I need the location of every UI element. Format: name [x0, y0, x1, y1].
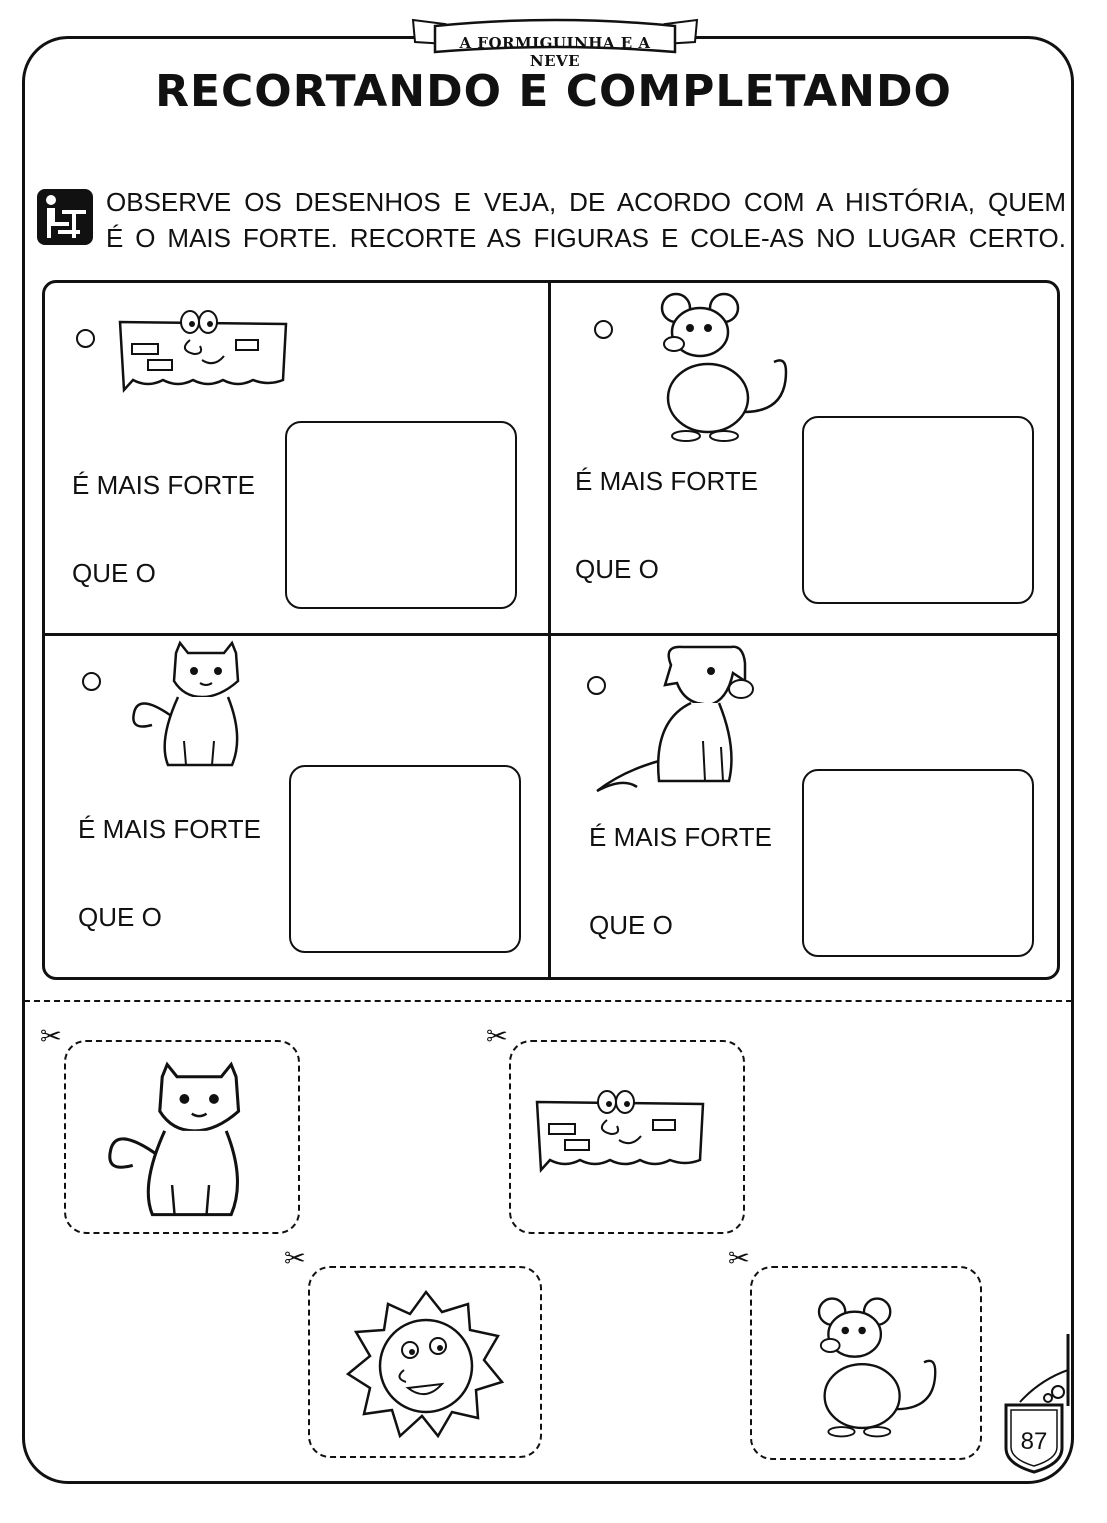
cell-line-1: É MAIS FORTE	[575, 466, 758, 496]
instruction-text	[106, 184, 1066, 256]
instruction-line-2: É O MAIS FORTE. RECORTE AS FIGURAS E COLE-AS NO LUGAR CERTO.	[106, 223, 1066, 253]
paste-box[interactable]	[802, 769, 1034, 957]
banner-text: A FORMIGUINHA E A NEVE	[459, 34, 651, 70]
cut-line	[24, 1000, 1072, 1002]
cell-line-2: QUE O	[575, 554, 659, 584]
cell-line-2: QUE O	[589, 910, 673, 940]
cat-icon	[102, 1062, 252, 1222]
paste-box[interactable]	[289, 765, 521, 953]
cell-line-2: QUE O	[78, 902, 162, 932]
cell-line-2: QUE O	[72, 558, 156, 588]
exercise-cell-wall	[42, 280, 548, 633]
page-title: RECORTANDO E COMPLETANDO	[155, 66, 952, 117]
paste-box[interactable]	[285, 421, 517, 609]
scissors-icon: ✂	[284, 1244, 306, 1274]
option-circle	[76, 329, 95, 348]
cell-line-1: É MAIS FORTE	[78, 814, 261, 844]
cat-icon	[128, 641, 248, 771]
corner-ornament	[1010, 1330, 1074, 1410]
paste-box[interactable]	[802, 416, 1034, 604]
page-number: 87	[1020, 1428, 1048, 1455]
scissors-icon: ✂	[728, 1244, 750, 1274]
cell-line-1: É MAIS FORTE	[72, 470, 255, 500]
wall-icon	[535, 1090, 715, 1180]
scissors-icon: ✂	[40, 1022, 62, 1052]
instruction-line-1: OBSERVE OS DESENHOS E VEJA, DE ACORDO COM A HISTÓRIA, QUEM	[106, 187, 1066, 217]
cutout-cat[interactable]	[64, 1040, 300, 1234]
cell-line-1: É MAIS FORTE	[589, 822, 772, 852]
wall-icon	[118, 310, 298, 400]
mouse-icon	[646, 292, 806, 442]
option-circle	[594, 320, 613, 339]
student-desk-icon	[36, 188, 94, 246]
mouse-icon	[804, 1292, 954, 1442]
sun-icon	[346, 1290, 506, 1440]
exercise-cell-dog	[551, 636, 1060, 980]
cutout-sun[interactable]	[308, 1266, 542, 1458]
dog-icon	[593, 641, 783, 801]
exercise-cell-cat	[42, 636, 548, 980]
cutout-mouse[interactable]	[750, 1266, 982, 1460]
option-circle	[82, 672, 101, 691]
scissors-icon: ✂	[486, 1022, 508, 1052]
exercise-cell-mouse	[551, 280, 1060, 633]
cutout-wall[interactable]	[509, 1040, 745, 1234]
